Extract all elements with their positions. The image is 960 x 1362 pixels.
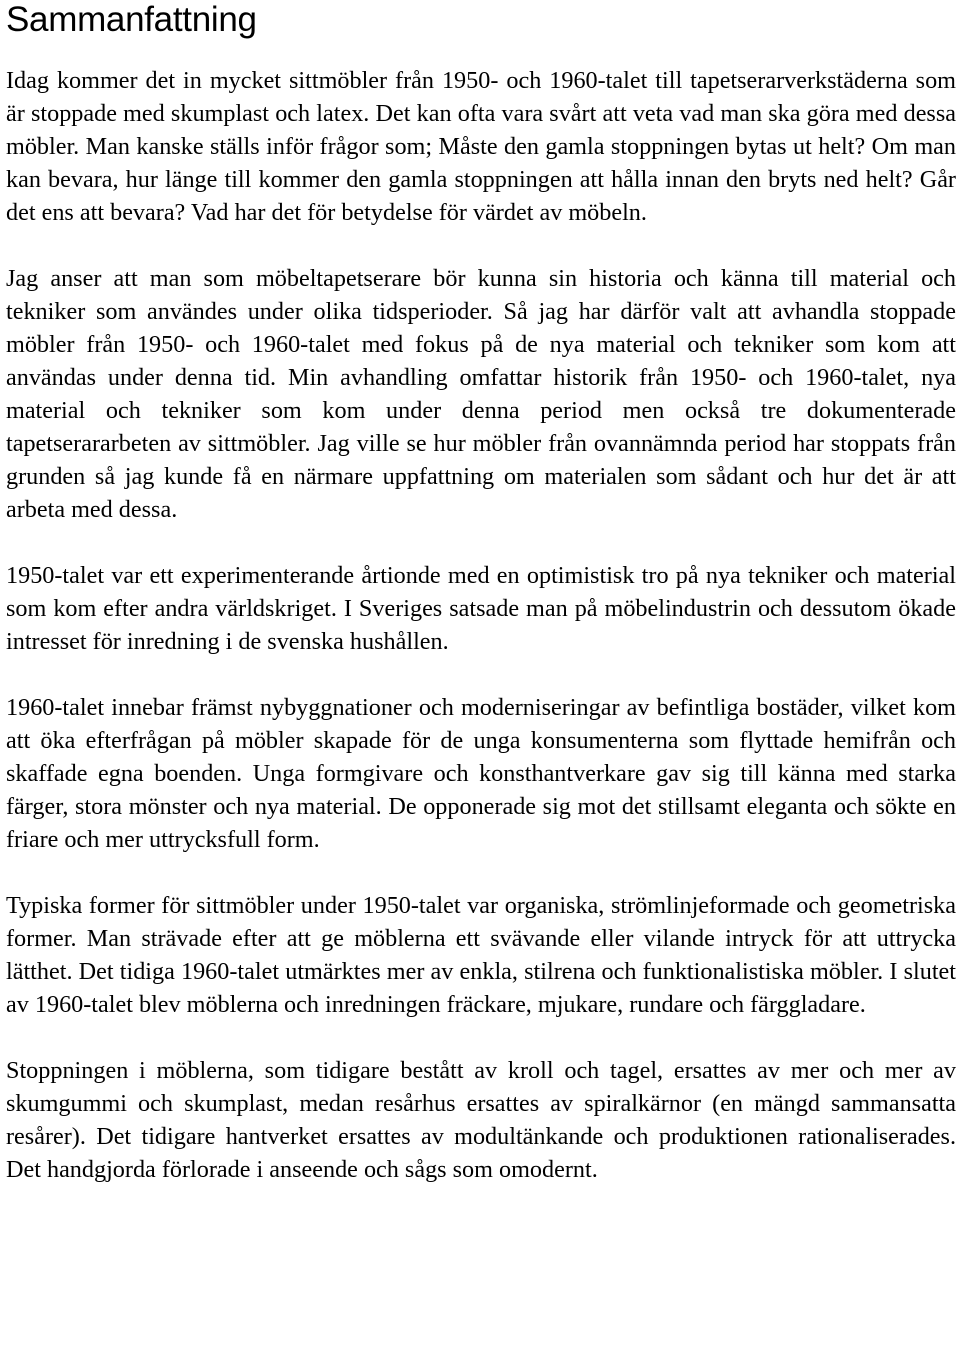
- document-page: [6, 0, 956, 1186]
- paragraph-intro: Idag kommer det in mycket sittmöbler från 1950- och 1960-talet till tapetserarverkstäderna som är stoppade med skumplast och latex. Det kan ofta vara svårt att veta vad man ska göra med dessa möbler. Man kanske ställs inför frågor som; Måste den gamla stoppningen bytas ut helt? Om man kan bevara, hur länge till kommer den gamla stoppningen att hålla innan den bryts ned helt? Går det ens att bevara? Vad har det för betydelse för värdet av möbeln.: [6, 67, 956, 226]
- paragraph-1960s: 1960-talet innebar främst nybyggnationer och moderniseringar av befintliga bostäder, vilket kom att öka efterfrågan på möbler skapade för de unga konsumenterna som flyttade hemifrån och skaffade egna boenden. Unga formgivare och konsthantverkare gav sig till känna med starka färger, stora mönster och nya material. De opponerade sig mot det stillsamt eleganta och sökte en friare och mer uttrycksfull form.: [6, 694, 956, 853]
- paragraph-1950s: 1950-talet var ett experimenterande årtionde med en optimistisk tro på nya tekniker och material som kom efter andra världskriget. I Sveriges satsade man på möbelindustrin och dessutom ökade intresset för inredning i de svenska hushållen.: [6, 562, 956, 655]
- paragraph-forms: Typiska former för sittmöbler under 1950-talet var organiska, strömlinjeformade och geometriska former. Man strävade efter att ge möblerna ett svävande eller vilande intryck för att uttrycka lätthet. Det tidiga 1960-talet utmärktes mer av enkla, stilrena och funktionalistiska möbler. I slutet av 1960-talet blev möblerna och inredningen fräckare, mjukare, rundare och färggladare.: [6, 892, 956, 1018]
- page-title: Sammanfattning: [6, 0, 257, 39]
- paragraph-purpose: Jag anser att man som möbeltapetserare bör kunna sin historia och känna till material och tekniker som användes under olika tidsperioder. Så jag har därför valt att avhandla stoppade möbler från 1950- och 1960-talet med fokus på de nya material och tekniker som kom att användas under denna tid. Min avhandling omfattar historik från 1950- och 1960-talet, nya material och tekniker som kom under denna period men också tre dokumenterade tapetserararbeten av sittmöbler. Jag ville se hur möbler från ovannämnda period har stoppats från grunden så jag kunde få en närmare uppfattning om materialen som sådant och hur det är att arbeta med dessa.: [6, 265, 956, 523]
- paragraph-upholstery: Stoppningen i möblerna, som tidigare bestått av kroll och tagel, ersattes av mer och mer av skumgummi och skumplast, medan resårhus ersattes av spiralkärnor (en mängd sammansatta resårer). Det tidigare hantverket ersattes av modultänkande och produktionen rationaliserades. Det handgjorda förlorade i anseende och sågs som omodernt.: [6, 1057, 956, 1183]
